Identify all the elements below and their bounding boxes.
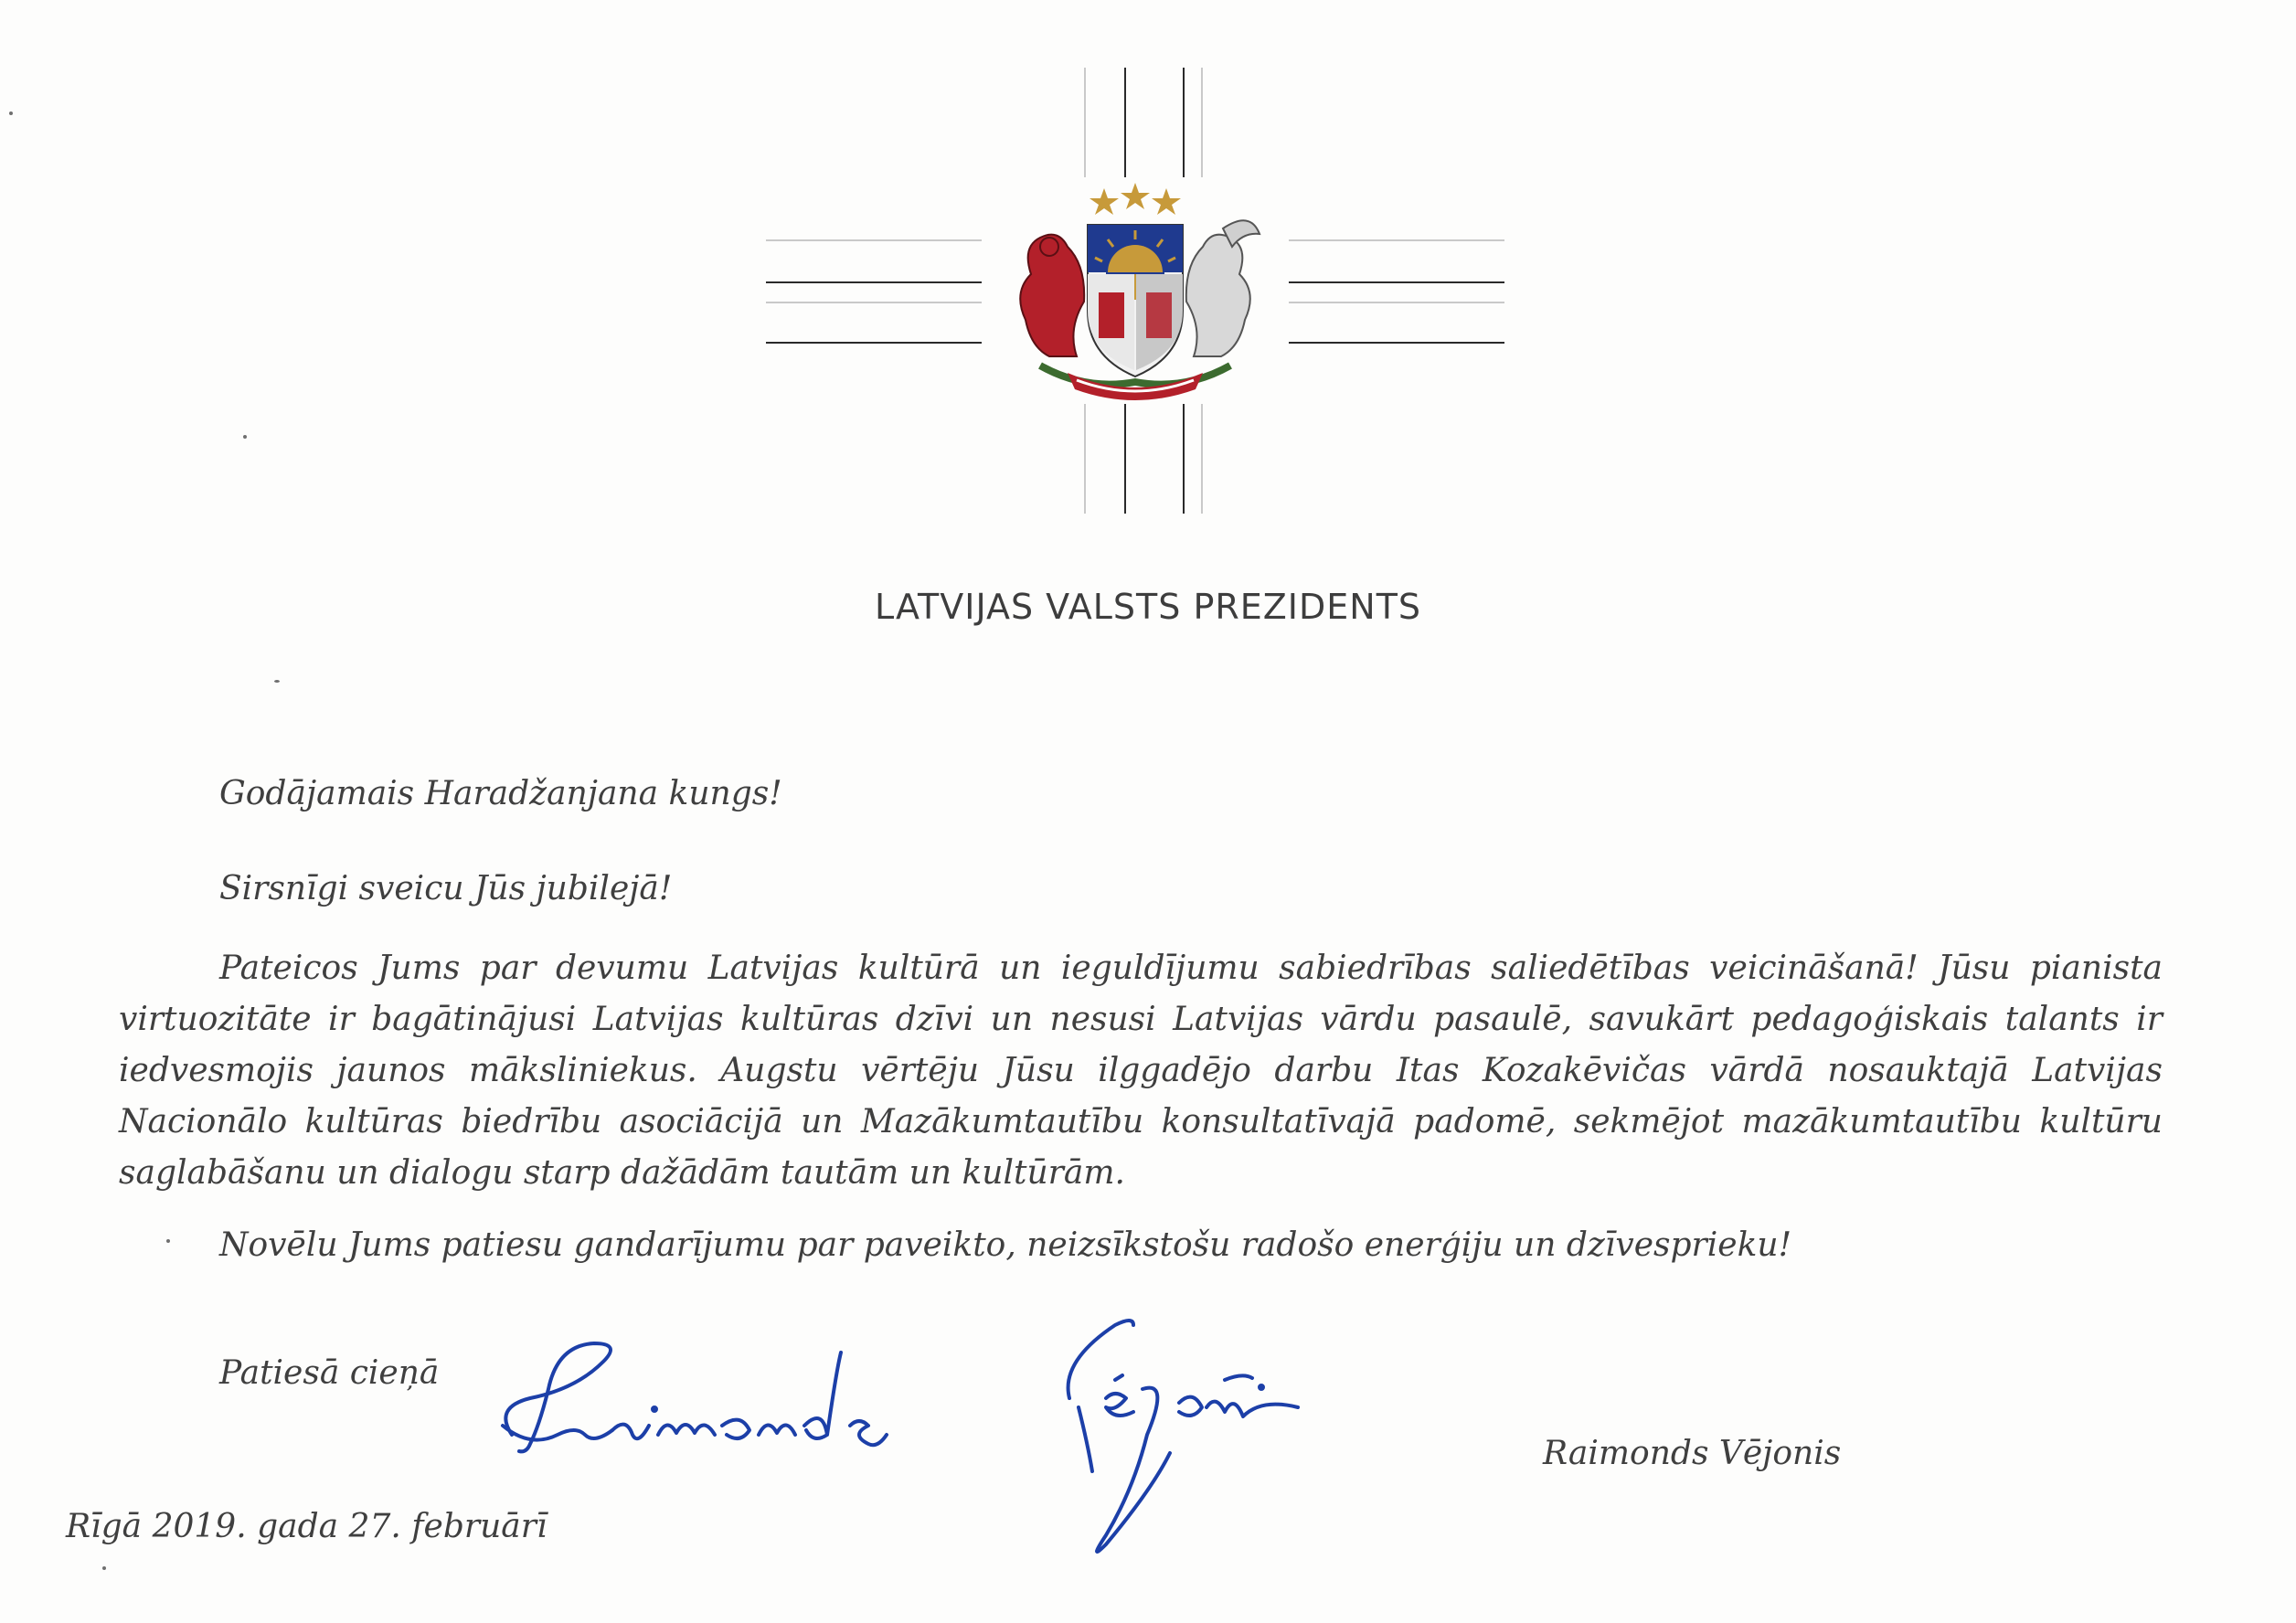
scan-speck xyxy=(274,680,280,683)
decor-line xyxy=(1124,68,1126,177)
decor-line xyxy=(1289,239,1504,241)
decor-line xyxy=(1183,68,1185,177)
decor-line xyxy=(1124,404,1126,514)
decor-line xyxy=(766,239,982,241)
decor-line xyxy=(1183,404,1185,514)
decor-line xyxy=(1201,404,1203,514)
decor-line xyxy=(1201,68,1203,177)
signer-name: Raimonds Vējonis xyxy=(1543,1435,1842,1472)
decor-line xyxy=(1084,404,1086,514)
place-and-date: Rīgā 2019. gada 27. februārī xyxy=(66,1508,547,1545)
decor-line xyxy=(766,281,982,283)
decor-line xyxy=(1084,68,1086,177)
scan-speck xyxy=(166,1239,170,1243)
page-title: LATVIJAS VALSTS PREZIDENTS xyxy=(874,587,1422,627)
decor-line xyxy=(766,302,982,303)
decor-line xyxy=(766,342,982,344)
scan-speck xyxy=(102,1566,106,1570)
scan-speck xyxy=(243,435,247,439)
handwritten-signature-icon xyxy=(475,1289,1371,1572)
decor-line xyxy=(1289,281,1504,283)
decor-line xyxy=(1289,342,1504,344)
congratulation-line: Sirsnīgi sveicu Jūs jubilejā! xyxy=(219,870,673,907)
closing-line: Patiesā cieņā xyxy=(219,1354,440,1392)
wish-line: Novēlu Jums patiesu gandarījumu par paveikto, neizsīkstošu radošo enerģiju un dzīvesprieku! xyxy=(219,1226,1792,1264)
decor-line xyxy=(1289,302,1504,303)
coat-of-arms-icon xyxy=(1004,183,1267,402)
salutation: Godājamais Haradžanjana kungs! xyxy=(219,775,782,812)
scan-speck xyxy=(9,111,13,115)
body-paragraph: Pateicos Jums par devumu Latvijas kultūrā un ieguldījumu sabiedrības saliedētības veicināšanā! Jūsu pianista virtuozitāte ir bagātinājusi Latvijas kultūras dzīvi un nesusi Latvijas vārdu pasaulē, savukārt pedagoģiskais talants ir iedvesmojis jaunos māksliniekus. Augstu vērtēju Jūsu ilggadējo darbu Itas Kozakēvičas vārdā nosauktajā Latvijas Nacionālo kultūras biedrību asociācijā un Mazākumtautību konsultatīvajā padomē, sekmējot mazākumtautību kultūru saglabāšanu un dialogu starp dažādām tautām un kultūrām. xyxy=(119,949,2163,1192)
